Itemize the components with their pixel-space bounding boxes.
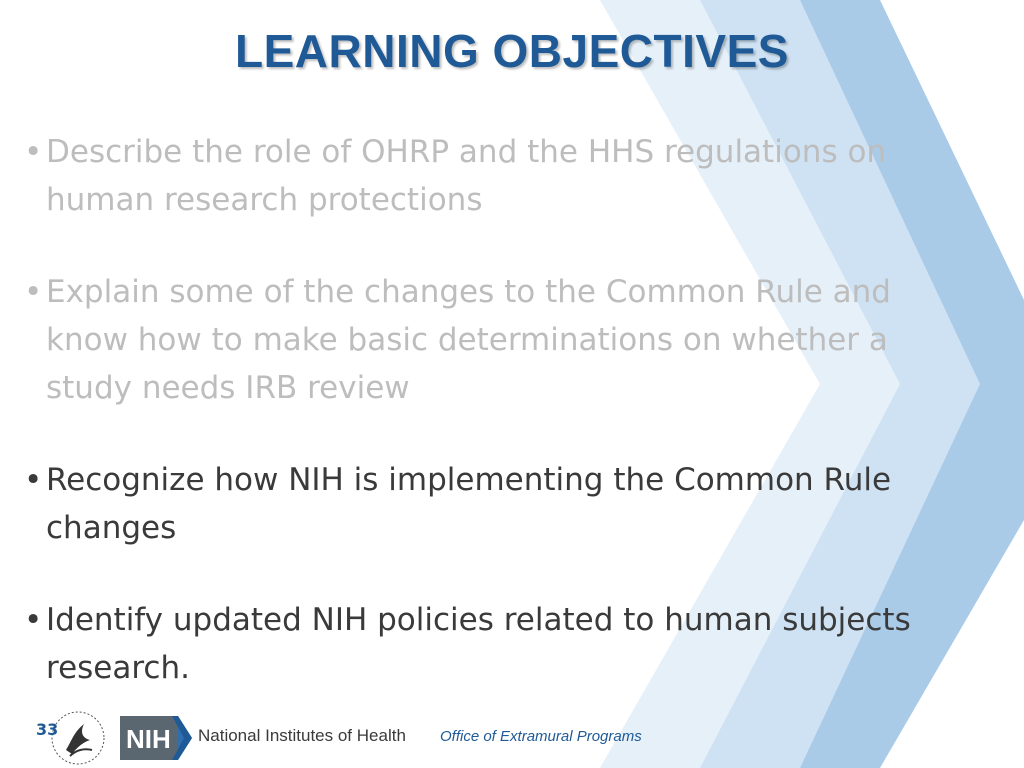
bullet-dot: • [24,462,43,498]
slide-footer [0,706,1024,766]
bullet-dot: • [24,602,43,638]
nih-logo-text: NIH [126,724,171,754]
objectives-list [24,128,924,736]
agency-name: National Institutes of Health [198,726,406,745]
bullet-dot: • [24,134,43,170]
office-name: Office of Extramural Programs [440,728,642,745]
objective-text: Recognize how NIH is implementing the Common Rule changes [46,462,892,546]
slide-title: LEARNING OBJECTIVES [235,25,789,77]
objective-item-4 [24,596,924,692]
page-number: 33 [36,720,59,739]
objective-item-3 [24,456,924,552]
objective-item-1 [24,128,924,224]
objective-text: Identify updated NIH policies related to human subjects research. [46,602,911,686]
nih-logo [120,716,192,760]
objective-text: Describe the role of OHRP and the HHS regulations on human research protections [46,134,887,218]
bullet-dot: • [24,274,43,310]
objective-item-2 [24,268,924,412]
hhs-seal-icon [50,710,106,766]
objective-text: Explain some of the changes to the Common Rule and know how to make basic determinations on whether a study needs IRB review [46,274,891,406]
